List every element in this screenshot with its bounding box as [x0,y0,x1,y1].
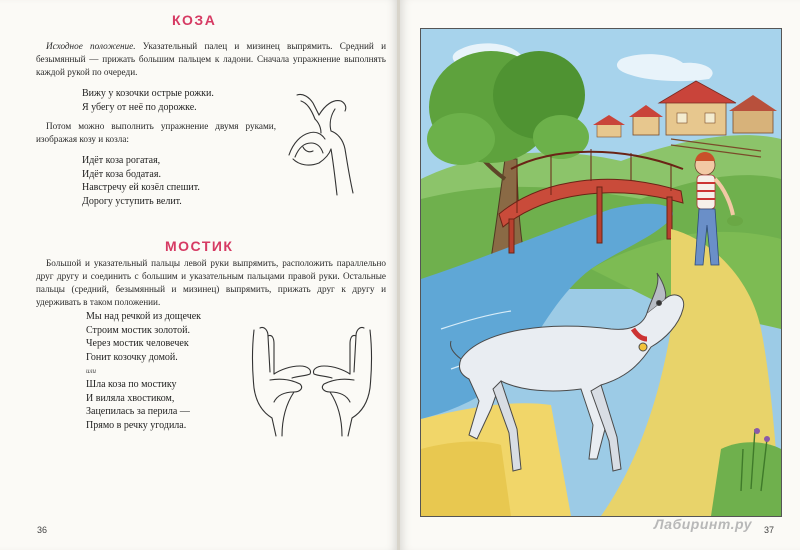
section-title-goat: КОЗА [172,12,217,28]
verse-line: Я убегу от неё по дорожке. [82,101,197,113]
section-title-bridge: МОСТИК [165,238,234,254]
verse-line: Строим мостик золотой. [86,324,191,336]
verse-line: Зацепилась за перила — [86,406,190,417]
right-page-number: 37 [764,525,775,535]
left-page-number: 36 [37,525,48,535]
watermark-logo: Лабиринт.ру [654,516,752,532]
verse-line: Прямо в речку угодила. [86,419,187,431]
goat-verse-1 [82,87,214,114]
goat-bridge-illustration [420,28,782,517]
intro-label: Исходное положение. [46,41,136,51]
bridge-verse-2 [86,378,190,432]
verse-line: Мы над речкой из дощечек [86,311,202,322]
verse-line: Через мостик человечек [86,338,189,349]
goat-verse-2 [82,154,200,208]
verse-line: И виляла хвостиком, [86,392,175,404]
verse-line: Идёт коза рогатая, [82,155,161,166]
verse-line: Шла коза по мостику [86,379,177,390]
goat-intro-paragraph [36,40,386,79]
goat-note: Потом можно выполнить упражнение двумя руками, изображая козу и козла: [36,121,276,144]
or-label: или [86,367,97,375]
verse-line: Идёт коза бодатая. [82,168,161,180]
verse-line: Гонит козочку домой. [86,351,178,363]
bridge-hands-drawing [242,318,382,438]
intro-text: Указательный палец и мизинец выпрямить. Средний и безымянный — прижать большим пальцем к ладони. Сначала упражнение выполнять каждой рукой по очереди. [36,41,387,77]
bridge-verse-1 [86,310,201,364]
illustration-scene [421,29,781,516]
verse-line: Дорогу уступить велит. [82,195,182,207]
bridge-intro-paragraph: Большой и указательный пальцы левой руки выпрямить, расположить параллельно друг другу и соединить с большим и указательным пальцами правой руки. Остальные пальцы (средний, безымянный и мизинец) выпрямить, прижать друг к другу и удерживать в таком положении. [36,258,386,307]
left-page [0,0,398,550]
verse-line: Вижу у козочки острые рожки. [82,88,214,99]
goat-hand-drawing [275,85,375,200]
verse-line: Навстречу ей козёл спешит. [82,182,200,193]
